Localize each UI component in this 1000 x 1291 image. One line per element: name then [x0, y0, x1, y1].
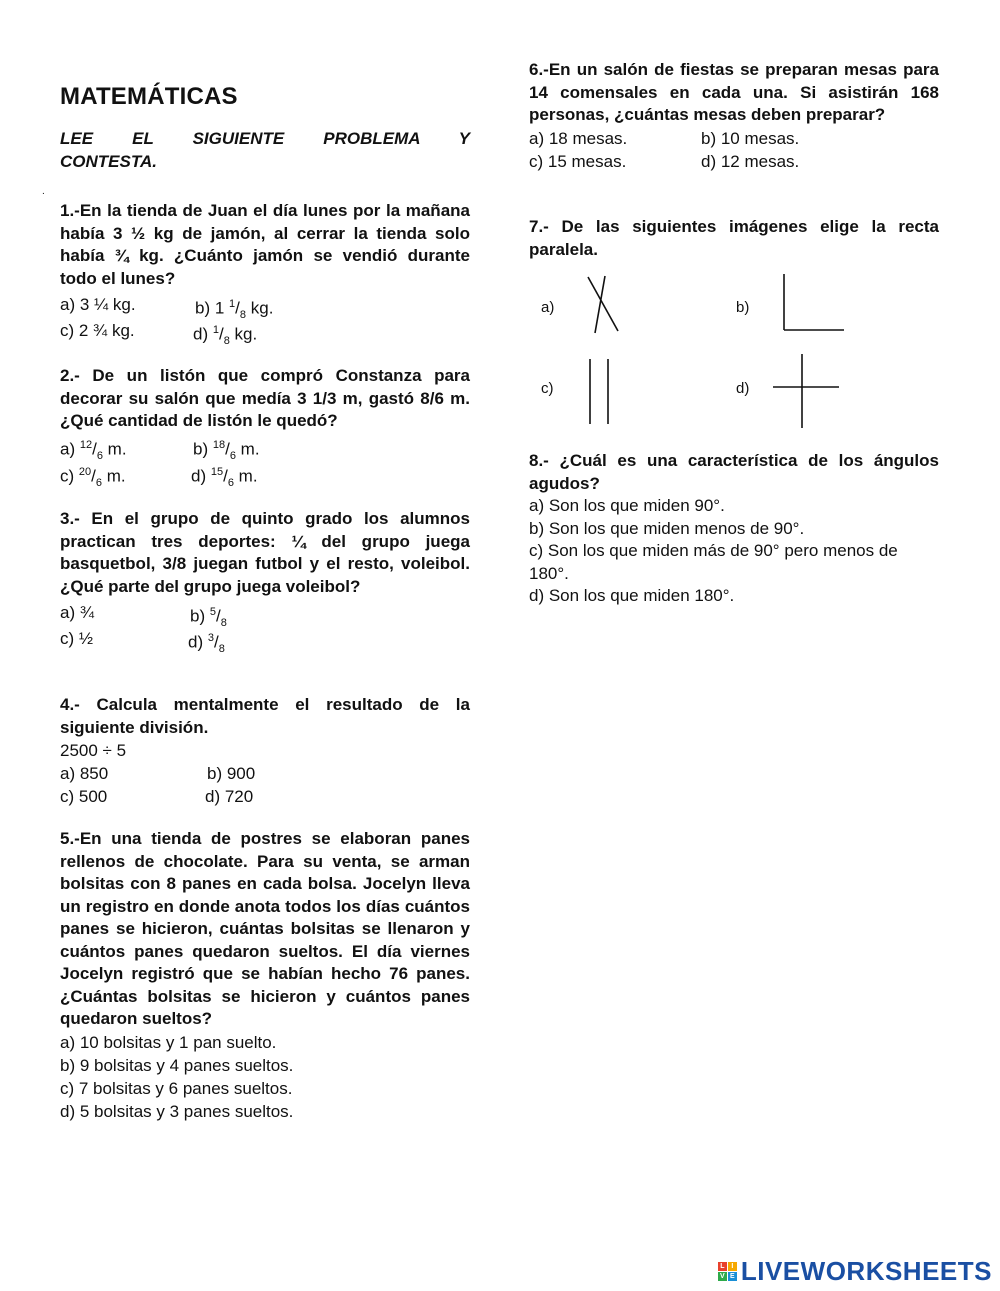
q1-option-d[interactable]: d) $^1/_8$ kg. [193, 324, 258, 348]
question-2 [60, 365, 470, 489]
question-4-text: 4.- Calcula mentalmente el resultado de la siguiente división. [60, 695, 470, 737]
question-1 [60, 200, 470, 348]
q7-figure-b-perpendicular-corner[interactable] [780, 272, 850, 334]
q8-option-b[interactable]: b) Son los que miden menos de 90°. [529, 518, 805, 538]
q4-option-a[interactable]: a) 850 [60, 764, 109, 783]
q6-option-c[interactable]: c) 15 mesas. [529, 151, 627, 171]
q5-option-a[interactable]: a) 10 bolsitas y 1 pan suelto. [60, 1032, 277, 1052]
logo-text: LIVEWORKSHEETS [740, 1255, 992, 1286]
question-6-options-row-1 [529, 127, 939, 150]
question-5-text: 5.-En una tienda de postres se elaboran panes rellenos de chocolate. Para su venta, se arman bolsitas con 8 panes en cada bolsa. Jocelyn lleva un registro en donde anota todos los días cuántos panes se hicieron, cuántas bolsitas se llenaron y cuántos panes quedaron sueltos. El día viernes Jocelyn registró que se habían hecho 76 panes. ¿Cuántas bolsitas se hicieron y cuántos panes quedaron sueltos? [60, 829, 470, 1028]
q2-option-d[interactable]: d) $^{15}/_6$ m. [191, 465, 258, 489]
question-1-options-row-2 [60, 319, 470, 348]
q1-option-b[interactable]: b) 1 $^1/_8$ kg. [195, 298, 274, 322]
instructions-line-1: LEE EL SIGUIENTE PROBLEMA Y [60, 129, 470, 148]
q8-option-a[interactable]: a) Son los que miden 90°. [529, 496, 725, 515]
logo-mark-icon: L I V E [718, 1262, 737, 1281]
q5-option-d[interactable]: d) 5 bolsitas y 3 panes sueltos. [60, 1101, 294, 1121]
q5-option-c[interactable]: c) 7 bolsitas y 6 panes sueltos. [60, 1078, 293, 1098]
q2-option-a[interactable]: a) $^{12}/_6$ m. [60, 438, 127, 462]
question-2-options-row-1 [60, 434, 470, 462]
question-8-options [529, 495, 939, 608]
q8-option-c[interactable]: c) Son los que miden más de 90° pero menos de 180°. [529, 541, 898, 583]
question-2-options-row-2 [60, 461, 470, 489]
question-5 [60, 828, 470, 1123]
page-title: MATEMÁTICAS [60, 83, 238, 110]
q7-figure-c-parallel-lines[interactable] [584, 356, 614, 428]
question-3 [60, 508, 470, 656]
question-8-text: 8.- ¿Cuál es una característica de los ángulos agudos? [529, 451, 939, 493]
q1-option-c[interactable]: c) 2 ¾ kg. [60, 321, 135, 340]
q7-label-a[interactable]: a) [541, 299, 555, 316]
stray-dot: . [42, 186, 45, 197]
q8-option-d[interactable]: d) Son los que miden 180°. [529, 586, 735, 605]
question-1-text: 1.-En la tienda de Juan el día lunes por la mañana había 3 ½ kg de jamón, al cerrar la tienda solo había ¾ kg. ¿Cuánto jamón se vendió durante todo el lunes? [60, 201, 470, 288]
q1-option-a[interactable]: a) 3 ¼ kg. [60, 295, 136, 314]
question-4-options-row-2 [60, 785, 470, 808]
question-6 [529, 59, 939, 173]
question-3-options-row-2 [60, 627, 470, 656]
question-3-text: 3.- En el grupo de quinto grado los alumnos practican tres deportes: ¼ del grupo juega basquetbol, 3/8 juegan futbol y el resto, voleibol. ¿Qué parte del grupo juega voleibol? [60, 509, 470, 596]
question-4-expression: 2500 ÷ 5 [60, 741, 127, 760]
q6-option-b[interactable]: b) 10 mesas. [701, 128, 800, 148]
q3-option-a[interactable]: a) ¾ [60, 603, 95, 622]
question-7-text: 7.- De las siguientes imágenes elige la recta paralela. [529, 217, 939, 259]
q3-option-b[interactable]: b) $^5/_8$ [190, 606, 227, 630]
q3-option-c[interactable]: c) ½ [60, 629, 94, 648]
q6-option-a[interactable]: a) 18 mesas. [529, 128, 628, 148]
question-3-options-row-1 [60, 601, 470, 630]
instructions [60, 128, 470, 173]
question-5-options [60, 1031, 470, 1123]
q4-option-c[interactable]: c) 500 [60, 787, 108, 806]
q5-option-b[interactable]: b) 9 bolsitas y 4 panes sueltos. [60, 1055, 294, 1075]
q7-figure-d-perpendicular-cross[interactable] [770, 352, 842, 432]
question-6-text: 6.-En un salón de fiestas se preparan mesas para 14 comensales en cada una. Si asistirán 168 personas, ¿cuántas mesas deben preparar? [529, 60, 939, 124]
q2-option-b[interactable]: b) $^{18}/_6$ m. [193, 438, 260, 462]
q3-option-d[interactable]: d) $^3/_8$ [188, 632, 225, 656]
q6-option-d[interactable]: d) 12 mesas. [701, 151, 800, 171]
question-4 [60, 694, 470, 808]
question-2-text: 2.- De un listón que compró Constanza para decorar su salón que medía 3 1/3 m, gastó 8/6 m. ¿Qué cantidad de listón le quedó? [60, 366, 470, 430]
question-4-options-row-1 [60, 762, 470, 785]
q7-label-b[interactable]: b) [736, 299, 750, 316]
q4-option-d[interactable]: d) 720 [205, 787, 254, 806]
q7-label-c[interactable]: c) [541, 380, 554, 397]
q7-figure-a-crossing-lines[interactable] [583, 275, 623, 335]
q4-option-b[interactable]: b) 900 [207, 764, 256, 783]
q2-option-c[interactable]: c) $^{20}/_6$ m. [60, 465, 126, 489]
question-8 [529, 450, 939, 608]
question-6-options-row-2 [529, 150, 939, 173]
question-1-options-row-1 [60, 293, 470, 322]
question-7 [529, 216, 939, 261]
q7-label-d[interactable]: d) [736, 380, 750, 397]
instructions-line-2: CONTESTA. [60, 151, 157, 171]
liveworksheets-logo [718, 1256, 992, 1286]
